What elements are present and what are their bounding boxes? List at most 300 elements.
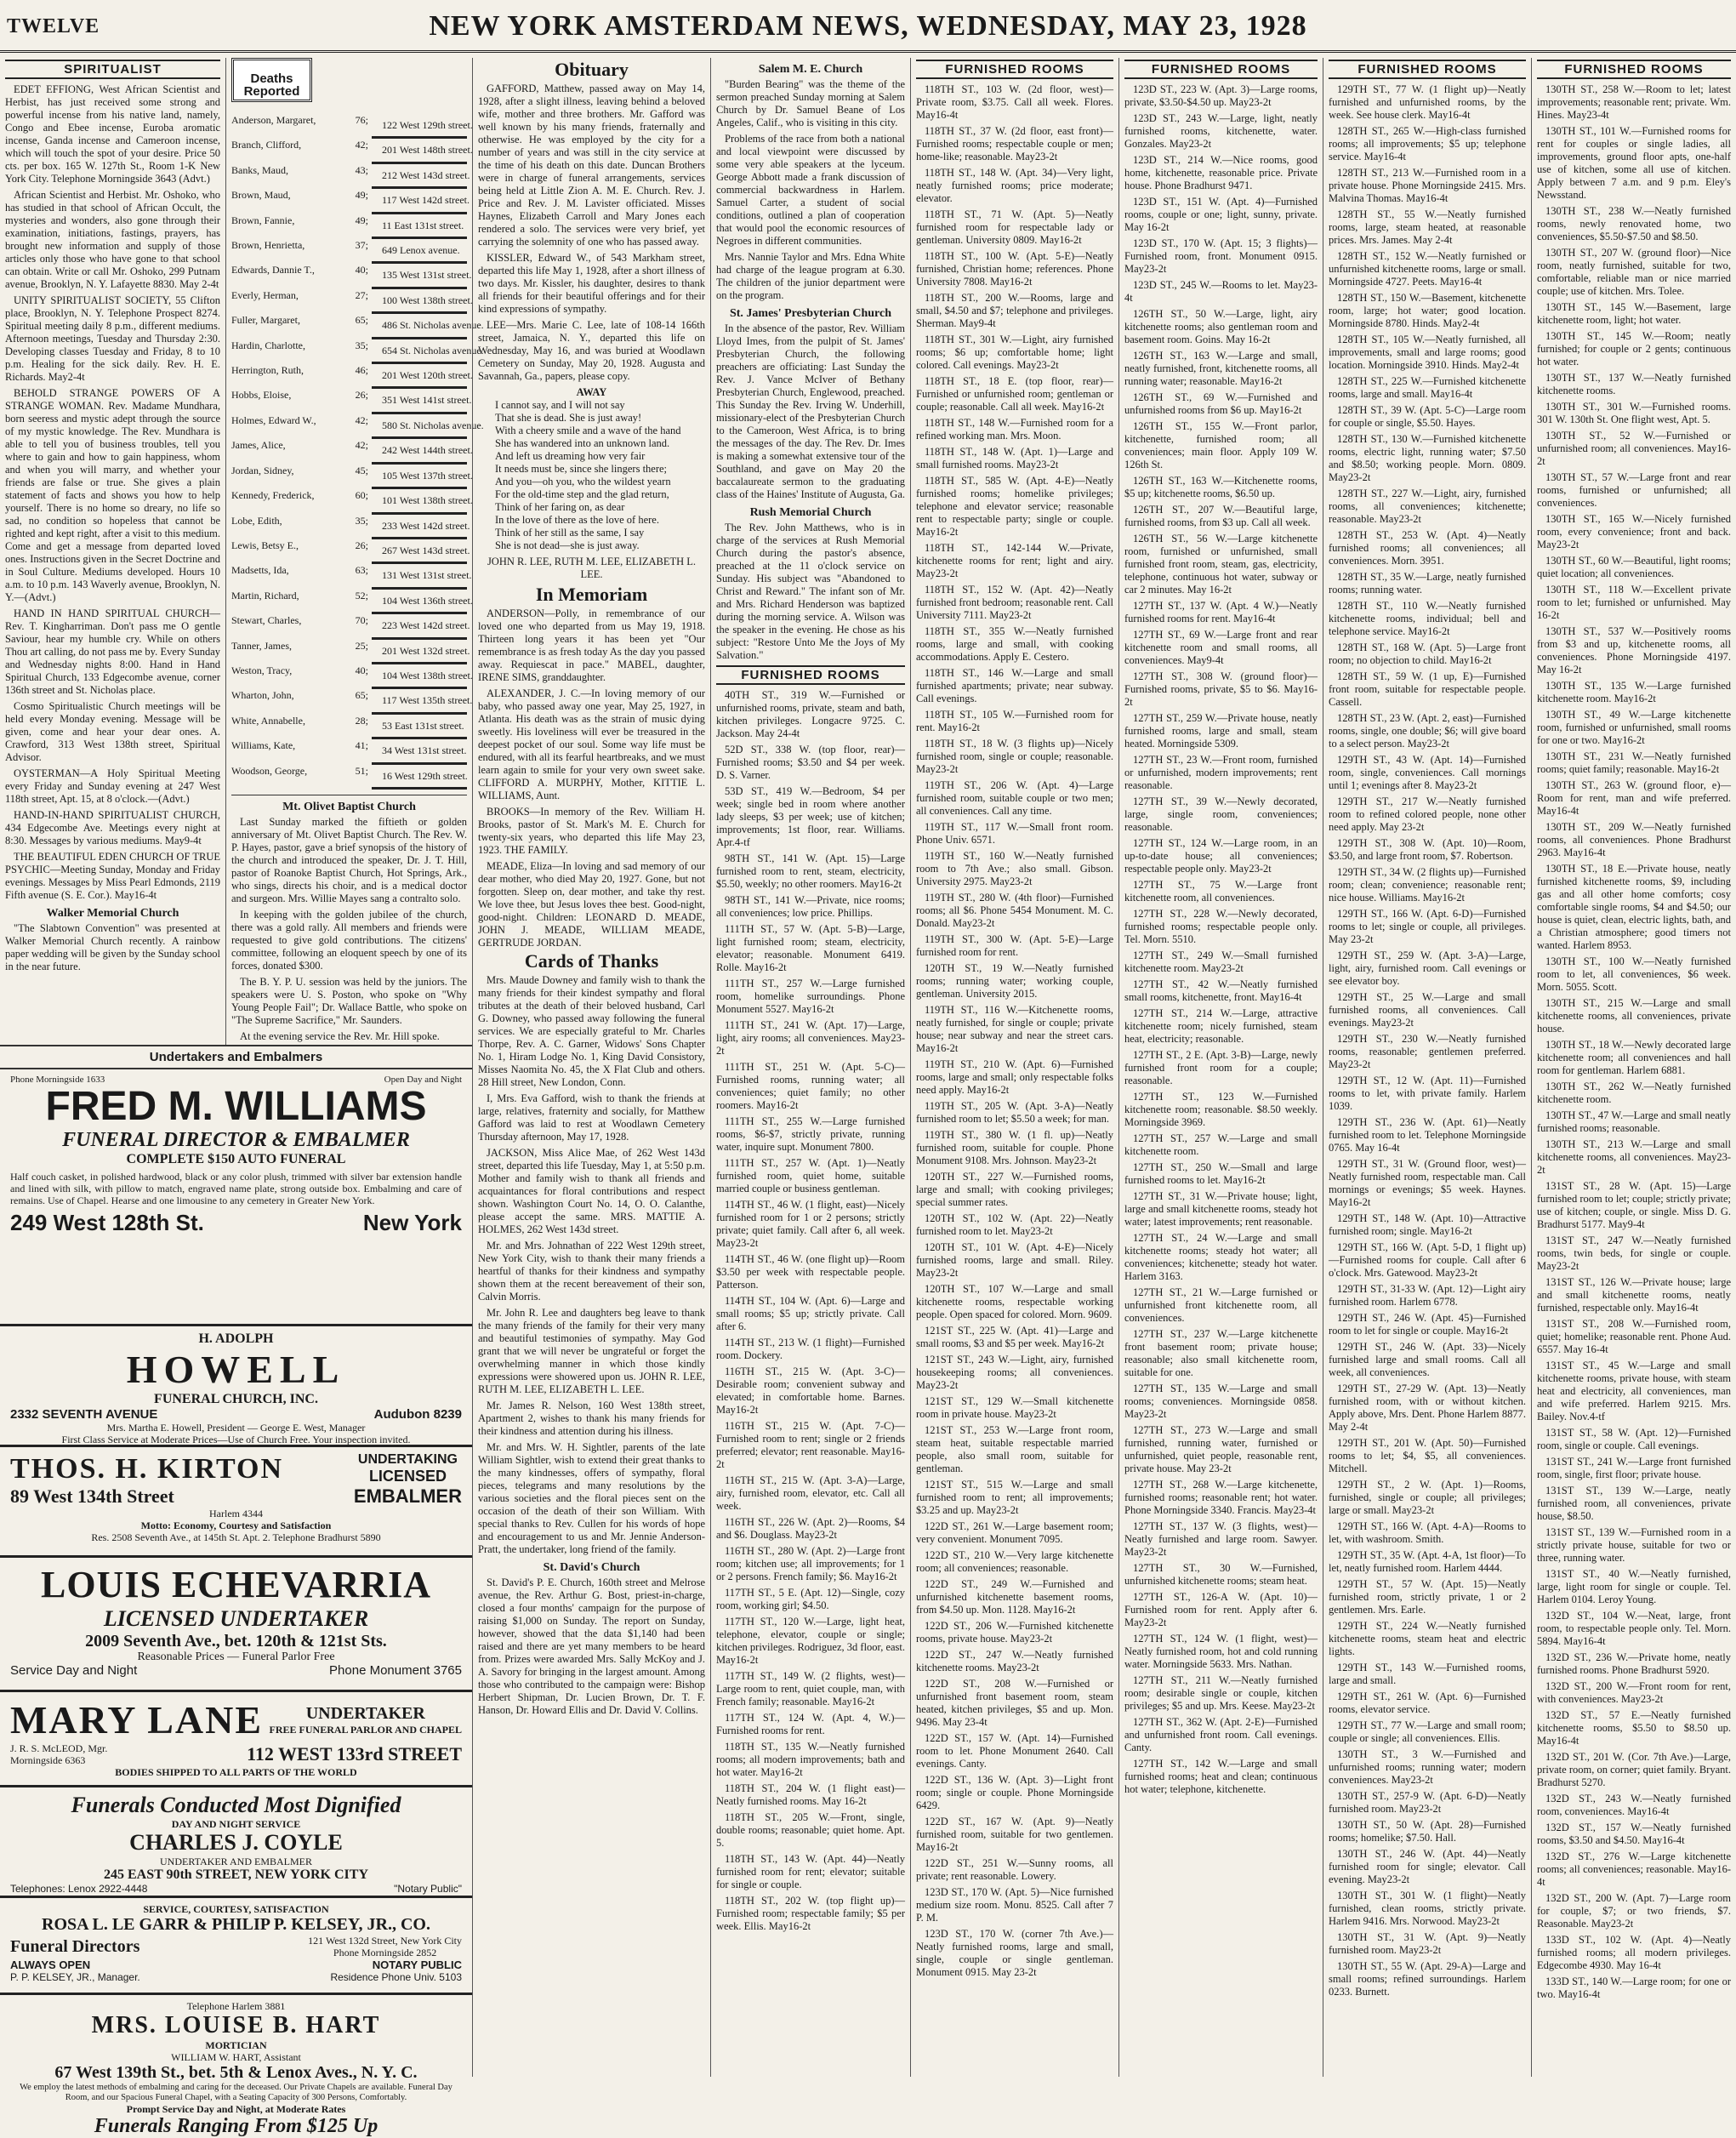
room-listing: 130TH ST., 207 W. (ground floor)—Nice room, neatly furnished, suitable for two, comfortable, reliable man or nice married couple; use of kitchen. Mrs. Tolee.	[1537, 247, 1731, 297]
death-name: Hobbs, Eloise,	[231, 389, 292, 402]
room-listing: 118TH ST., 105 W.—Furnished room for rent. May16-2t	[916, 709, 1113, 733]
room-listing: 130TH ST., 52 W.—Furnished or unfurnished room; all conveniences. May16-2t	[1537, 430, 1731, 467]
death-name: Anderson, Margaret,	[231, 114, 316, 126]
death-name: Herrington, Ruth,	[231, 364, 304, 377]
thanks-entry: Mrs. Maude Downey and family wish to thank the many friends for their kindest sympathy and floral tributes at the death of their beloved husband, Carl G. Downey, who passed away following the funeral services. We are especially grateful to Mr. Charles Thorpe, Rev. A. C. Garner, Widows' Sons Chapter No. 1, Hiram Lodge No. 1, King David Consistory, Misses Naomita No. 45, the X Flat Club and others. 28 Hill street, New London, Conn.	[478, 974, 705, 1088]
ad-body: Half couch casket, in polished hardwood, black or any color plush, trimmed with silver bar extension handle and lined with silk, with pillow to match, engraved name plate, strong outside box. Embalming and care of remains. Use of Chapel. Hearse and one limousine to any cemetery in Greater New York.	[10, 1171, 462, 1206]
room-listing: 52D ST., 338 W. (top floor, rear)—Furnished rooms; $3.50 and $4 per week. D. S. Varner.	[716, 744, 905, 781]
death-age: 28;	[355, 714, 368, 727]
room-listing: 122D ST., 208 W.—Furnished or unfurnished front basement room, steam heated, kitchen privileges, $5 and up. Mon. 9496. May 23-4t	[916, 1678, 1113, 1728]
room-listing: 130TH ST., 145 W.—Room; neatly furnished; for couple or 2 gents; continuous hot water.	[1537, 330, 1731, 368]
room-listing: 127TH ST., 268 W.—Large kitchenette, furnished rooms; reasonable rent; hot water. Phone Morningside 3340. Francis. May23-4t	[1124, 1479, 1318, 1516]
memoriam-entry: MEADE, Eliza—In loving and sad memory of our dear mother, who died May 20, 1927. Gone, but not forgotten. Sleep on, dear mother, and take thy rest. We love thee, but Jesus loves thee best. Good-night, good-night. Children: LEONARD D. MEADE, JOHN J. MEADE, WILLIAM MEADE, GERTRUDE JORDAN.	[478, 860, 705, 949]
death-name: Everly, Herman,	[231, 288, 299, 301]
poem-line: And you—oh you, who the wildest yearn	[495, 476, 671, 487]
room-listing: 131ST ST., 126 W.—Private house; large and small kitchenette rooms, neatly furnished, respectable only. May16-4t	[1537, 1276, 1731, 1314]
room-listing: 129TH ST., 34 W. (2 flights up)—Furnished room; clean; convenience; reasonable rent; nice house. Williams. May16-2t	[1329, 866, 1526, 904]
death-age: 26;	[355, 539, 368, 551]
room-listing: 130TH ST., 209 W.—Neatly furnished rooms, all conveniences. Phone Bradhurst 2963. May16-4t	[1537, 821, 1731, 858]
room-listing: 117TH ST., 5 E. (Apt. 12)—Single, cozy room, working girl; $4.50.	[716, 1587, 905, 1611]
ad-title: UNDERTAKER	[305, 1704, 425, 1723]
room-listing: 126TH ST., 56 W.—Large kitchenette room, furnished or unfurnished, small furnished front room, steam, gas, electricity, telephone, continuous hot water, subway or car 2 minutes. May 16-2t	[1124, 533, 1318, 596]
room-listing: 128TH ST., 225 W.—Furnished kitchenette rooms, large and small. May16-4t	[1329, 375, 1526, 400]
spiritualist-entry: African Scientist and Herbist. Mr. Oshoko, who has studied in that school of African Occult, the mysteries and wonders, also gone through their examination, initiations, fastings, prayers, has brought new information and supply of those articles only those who have gone to that school can obtain. Write or call Mr. Oshoko, 299 Putnam avenue, Brooklyn, N. Y. Lafayette 8830. May 2-4t	[5, 189, 220, 290]
poem-line: For the old-time step and the glad return,	[495, 488, 669, 500]
death-row	[231, 489, 473, 514]
room-listing: 127TH ST., 135 W.—Large and small rooms; conveniences. Morningside 0858. May23-2t	[1124, 1383, 1318, 1420]
ads-heading: Undertakers and Embalmers	[0, 1046, 472, 1069]
death-age: 26;	[355, 389, 368, 402]
death-name: Kennedy, Frederick,	[231, 489, 315, 502]
death-address: 486 St. Nicholas avenue.	[372, 314, 467, 339]
column-furnished-4	[1531, 58, 1736, 2077]
ad-note: First Class Service at Moderate Prices—Use of Church Free. Your inspection invited.	[61, 1434, 411, 1445]
room-listing: 130TH ST., 301 W.—Furnished rooms. 301 W. 130th St. One flight west, Apt. 5.	[1537, 401, 1731, 425]
room-listing: 111TH ST., 255 W.—Large furnished rooms, $6-$7, strictly private, running water, inquire supt. Monument 7800.	[716, 1115, 905, 1153]
death-row	[231, 114, 473, 139]
thanks-entry: I, Mrs. Eva Gafford, wish to thank the friends at large, relatives, fraternity and socially, for Matthew Gafford was laid to rest at Woodlawn Cemetery Thursday afternoon, May 17, 1928.	[478, 1092, 705, 1143]
death-row	[231, 364, 473, 389]
room-listing: 129TH ST., 31-33 W. (Apt. 12)—Light airy furnished room. Harlem 6778.	[1329, 1283, 1526, 1308]
room-listing: 127TH ST., 273 W.—Large and small furnished, running water, furnished or unfurnished, quiet people, reasonable rent, private house. May 23-2t	[1124, 1424, 1318, 1474]
room-listing: 130TH ST., 137 W.—Neatly furnished kitchenette rooms.	[1537, 372, 1731, 396]
furnished-rooms-heading: FURNISHED ROOMS	[716, 665, 905, 685]
ad-hours: ALWAYS OPEN	[10, 1958, 91, 1971]
death-age: 41;	[355, 739, 368, 752]
ad-louise-hart	[0, 1995, 472, 2137]
ad-line: EMBALMER	[353, 1485, 462, 1507]
page-number: TWELVE	[7, 15, 100, 37]
room-listing: 130TH ST., 57 W.—Large front and rear rooms, furnished or unfurnished; all conveniences.	[1537, 471, 1731, 509]
room-listing: 118TH ST., 152 W. (Apt. 42)—Neatly furnished front bedroom; reasonable rent. Call University 7111. May23-2t	[916, 584, 1113, 621]
obituary-entry: GAFFORD, Matthew, passed away on May 14, 1928, after a slight illness, leaving behind a beloved wife, mother and three brothers. Mr. Gafford was well known by his many friends, fraternally and otherwise. He was employed by the city for a number of years and was still in the city service at the time of his death on this date. Duncan Brothers were in charge of funeral arrangements, services being held at Little Zion A. M. E. Church. Rev. J. Price and Rev. J. M. Lavister officiated. Misses Haynes, Elizabeth Carroll and Mary Jones each rendered a solo. The services were very brief, yet carrying the solemnity of one who has passed away.	[478, 83, 705, 248]
room-listing: 127TH ST., 137 W. (Apt. 4 W.)—Neatly furnished rooms for rent. May16-4t	[1124, 600, 1318, 624]
death-address: 122 West 129th street.	[372, 114, 467, 139]
room-listing: 118TH ST., 148 W. (Apt. 34)—Very light, neatly furnished rooms; price moderate; elevator.	[916, 167, 1113, 204]
room-listing: 126TH ST., 50 W.—Large, light, airy kitchenette rooms; also gentleman room and basement room. Goins. May 16-2t	[1124, 308, 1318, 345]
room-listing: 123D ST., 170 W. (Apt. 15; 3 flights)—Furnished room, front. Monument 0915. May23-2t	[1124, 237, 1318, 275]
death-address: 104 West 136th street.	[372, 590, 467, 614]
death-row	[231, 214, 467, 239]
death-age: 45;	[355, 464, 368, 476]
room-listing: 130TH ST., 101 W.—Furnished rooms for rent for couples or single ladies, all improvements, ground floor apts, one-half use of kitchen, some all use of kitchen. Apply between 7 a.m. and 9 p.m. Eley's Newsstand.	[1537, 125, 1731, 201]
death-address: 100 West 138th street.	[372, 289, 467, 314]
spiritualist-entry: Cosmo Spiritualistic Church meetings will be held every Monday evening. Message will be given, come and hear your dear ones. A. Crawford, 313 West 138th street, Spiritual Advisor.	[5, 700, 220, 763]
room-listing: 111TH ST., 257 W.—Large furnished room, homelike surroundings. Phone Monument 5527. May16-2t	[716, 978, 905, 1015]
room-listing: 121ST ST., 129 W.—Small kitchenette room in private house. May23-2t	[916, 1395, 1113, 1420]
room-listing: 116TH ST., 215 W. (Apt. 3-C)—Desirable room; convenient subway and elevated; in comfortable home. Barnes. May16-2t	[716, 1365, 905, 1416]
room-listing: 128TH ST., 168 W. (Apt. 5)—Large front room; no objection to child. May16-2t	[1329, 641, 1526, 666]
section-heading-spiritualist: SPIRITUALIST	[5, 60, 220, 79]
room-listing: 128TH ST., 227 W.—Light, airy, furnished rooms, all conveniences; kitchenette; reasonable. May23-2t	[1329, 487, 1526, 525]
ad-motto: Motto: Economy, Courtesy and Satisfaction	[140, 1519, 332, 1531]
ad-hours: Open Day and Night	[384, 1075, 462, 1085]
poem-line: AWAY	[576, 386, 607, 398]
obituary-entry: LEE—Mrs. Marie C. Lee, late of 108-14 166th street, Jamaica, N. Y., departed this life on Wednesday, May 16, and was buried at Woodlawn Cemetery on Sunday, May 20, 1928. Augusta and Savannah, Ga., papers, please copy.	[478, 319, 705, 382]
salem-paragraph: Mrs. Nannie Taylor and Mrs. Edna White had charge of the league program at 6.30. The children of the junior department were on the program.	[716, 251, 905, 301]
ad-fred-williams	[0, 1069, 472, 1326]
death-row	[231, 389, 472, 413]
death-row	[231, 614, 470, 639]
death-name: Tanner, James,	[231, 639, 292, 652]
room-listing: 129TH ST., 25 W.—Large and small furnished rooms, all conveniences. Call evenings. May23-2t	[1329, 991, 1526, 1029]
room-listing: 122D ST., 261 W.—Large basement room; very convenient. Monument 7095.	[916, 1520, 1113, 1545]
room-listing: 132D ST., 157 W.—Neatly furnished rooms, $3.50 and $4.50. May16-4t	[1537, 1822, 1731, 1846]
room-listing: 120TH ST., 102 W. (Apt. 22)—Neatly furnished room to let. May23-2t	[916, 1212, 1113, 1237]
room-listing: 116TH ST., 215 W. (Apt. 3-A)—Large, airy, furnished room, elevator, etc. Call all week.	[716, 1474, 905, 1512]
room-listing: 130TH ST., 213 W.—Large and small kitchenette rooms, all conveniences. May23-2t	[1537, 1138, 1731, 1176]
poem-line: She has wandered into an unknown land.	[495, 437, 670, 449]
ad-title: LICENSED UNDERTAKER	[103, 1606, 369, 1631]
room-listing: 130TH ST., 50 W. (Apt. 28)—Furnished rooms; homelike; $7.50. Hall.	[1329, 1819, 1526, 1844]
furnished-rooms-heading: FURNISHED ROOMS	[1329, 60, 1526, 79]
room-listing: 119TH ST., 206 W. (Apt. 4)—Large furnished room, suitable couple or two men; all conveniences. Call any time.	[916, 779, 1113, 817]
room-listing: 118TH ST., 143 W. (Apt. 44)—Neatly furnished room for rent; elevator; suitable for single or couple.	[716, 1853, 905, 1890]
room-listing: 122D ST., 249 W.—Furnished and unfurnished kitchenette basement rooms, from $4.50 up. Mon. 1128. May16-2t	[916, 1578, 1113, 1616]
room-listing: 130TH ST., 18 W.—Newly decorated large kitchenette room; all conveniences and hall room for gentleman. Harlem 6881.	[1537, 1039, 1731, 1076]
ad-phone: Morningside 6363	[10, 1754, 86, 1766]
ad-notary: "Notary Public"	[394, 1883, 462, 1895]
death-name: Branch, Clifford,	[231, 139, 302, 151]
room-listing: 132D ST., 276 W.—Large kitchenette rooms; all conveniences; reasonable. May16-4t	[1537, 1850, 1731, 1888]
room-listing: 123D ST., 214 W.—Nice rooms, good home, kitchenette, reasonable price. Private house. Phone Bradhurst 9471.	[1124, 154, 1318, 191]
ad-subtitle: FUNERAL CHURCH, INC.	[154, 1392, 318, 1406]
room-listing: 123D ST., 170 W. (Apt. 5)—Nice furnished medium size room. Monu. 8525. Call after 7 P. M.	[916, 1886, 1113, 1924]
room-listing: 98TH ST., 141 W.—Private, nice rooms; all conveniences; low price. Phillips.	[716, 894, 905, 919]
room-listing: 130TH ST., 118 W.—Excellent private room to let; furnished or unfurnished. May 16-2t	[1537, 584, 1731, 621]
death-name: Brown, Maud,	[231, 189, 291, 202]
death-row	[231, 439, 473, 464]
death-name: Martin, Richard,	[231, 589, 299, 601]
room-listing: 130TH ST., 263 W. (ground floor, e)—Room for rent, man and wife preferred. May16-4t	[1537, 779, 1731, 817]
room-listing: 127TH ST., 124 W. (1 flight, west)—Neatly furnished room, hot and cold running water. Morningside 5633. Mrs. Nathan.	[1124, 1633, 1318, 1670]
death-age: 35;	[355, 339, 368, 351]
spiritualist-entry: THE BEAUTIFUL EDEN CHURCH OF TRUE PSYCHIC—Meeting Sunday, Monday and Friday evenings. Messages by Miss Pearl Edmonds, 2119 Fifth avenue (S. E. Cor.). May16-4t	[5, 851, 220, 901]
death-row	[231, 514, 470, 539]
death-age: 27;	[355, 288, 368, 301]
ad-address: 2332 SEVENTH AVENUE	[10, 1407, 158, 1422]
death-name: Brown, Fannie,	[231, 214, 295, 226]
poem-line: I cannot say, and I will not say	[495, 399, 625, 411]
davids-heading: St. David's Church	[543, 1561, 640, 1574]
death-address: 267 West 143d street.	[372, 539, 467, 564]
death-address: 233 West 142d street.	[372, 515, 467, 539]
room-listing: 118TH ST., 205 W.—Front, single, double rooms; reasonable; quiet home. Apt. 5.	[716, 1811, 905, 1849]
room-listing: 126TH ST., 163 W.—Kitchenette rooms, $5 up; kitchenette rooms, $6.50 up.	[1124, 475, 1318, 499]
ad-line: DAY AND NIGHT SERVICE	[171, 1818, 301, 1830]
ad-subtitle: UNDERTAKER AND EMBALMER	[160, 1856, 312, 1867]
ad-middle: Reasonable Prices — Funeral Parlor Free	[137, 1651, 335, 1663]
death-age: 52;	[355, 589, 368, 601]
room-listing: 131ST ST., 28 W. (Apt. 15)—Large furnished room to let; couple; strictly private; use of kitchen; couple, or single. Miss D. G. Bradhurst 5177. May9-4t	[1537, 1180, 1731, 1230]
room-listing: 130TH ST., 262 W.—Neatly furnished kitchenette room.	[1537, 1080, 1731, 1105]
column-obituary	[472, 58, 710, 2077]
room-listing: 127TH ST., 23 W.—Front room, furnished or unfurnished, modern improvements; rent reasonable.	[1124, 754, 1318, 791]
room-listing: 127TH ST., 21 W.—Large furnished or unfurnished front kitchenette room, all conveniences.	[1124, 1286, 1318, 1324]
room-listing: 126TH ST., 69 W.—Furnished and unfurnished rooms from $6 up. May16-2t	[1124, 391, 1318, 416]
room-listing: 114TH ST., 46 W. (1 flight, east)—Nicely furnished room for 1 or 2 persons; strictly private; quiet family. Call after 6, all week. May23-2t	[716, 1199, 905, 1249]
room-listing: 127TH ST., 228 W.—Newly decorated, furnished rooms; respectable people only. Tel. Morn. 5510.	[1124, 908, 1318, 945]
listing-column	[1329, 83, 1526, 1998]
room-listing: 131ST ST., 58 W. (Apt. 12)—Furnished room, single or couple. Call evenings.	[1537, 1427, 1731, 1451]
ad-line: Funerals Conducted Most Dignified	[71, 1793, 401, 1817]
ad-residence: Res. 2508 Seventh Ave., at 145th St. Apt. 2. Telephone Bradhurst 5890	[91, 1531, 381, 1543]
room-listing: 131ST ST., 241 W.—Large front furnished room, single, first floor; private house.	[1537, 1456, 1731, 1480]
room-listing: 127TH ST., 249 W.—Small furnished kitchenette room. May23-2t	[1124, 949, 1318, 974]
room-listing: 129TH ST., 308 W. (Apt. 10)—Room, $3.50, and large front room, $7. Robertson.	[1329, 837, 1526, 862]
death-address: 53 East 131st street.	[372, 715, 467, 739]
poem-line: She is not dead—she is just away.	[495, 539, 640, 551]
room-listing: 118TH ST., 37 W. (2d floor, east front)—Furnished rooms; respectable couple or men; home-like; reasonable. May23-2t	[916, 125, 1113, 162]
room-listing: 127TH ST., 69 W.—Large front and rear kitchenette room and small rooms, all conveniences. May9-4t	[1124, 629, 1318, 666]
room-listing: 123D ST., 245 W.—Rooms to let. May23-4t	[1124, 279, 1318, 304]
room-listing: 129TH ST., 77 W. (1 flight up)—Neatly furnished and unfurnished rooms, by the week. See house clerk. May16-4t	[1329, 83, 1526, 121]
room-listing: 132D ST., 200 W. (Apt. 7)—Large room for couple, $7; or two friends, $7. Reasonable. May23-2t	[1537, 1892, 1731, 1930]
room-listing: 129TH ST., 57 W. (Apt. 15)—Neatly furnished room, strictly private, 1 or 2 gentlemen. Mrs. Earle.	[1329, 1578, 1526, 1616]
ad-title: MORTICIAN	[205, 2039, 267, 2051]
death-row	[231, 715, 467, 739]
room-listing: 129TH ST., 217 W.—Neatly furnished room to refined colored people, none other need apply. May 23-2t	[1329, 795, 1526, 833]
room-listing: 132D ST., 104 W.—Neat, large, front room, to respectable people only. Tel. Morn. 5894. May16-4t	[1537, 1610, 1731, 1647]
salem-paragraph: Problems of the race from both a national and local viewpoint were discussed by some very able speakers at the lyceum. George Abbott made a frank discussion of commercial backwardness in Harlem. Samuel Carter, a student of social conditions, outlined a plan of cooperation that would pool the economic resources of Negroes in different communities.	[716, 133, 905, 247]
ad-address: 249 West 128th St.	[10, 1210, 204, 1235]
salem-paragraph: "Burden Bearing" was the theme of the sermon preached Sunday morning at Salem Church by Dr. Samuel Beane of Los Angeles, Calif., who is visiting in this city.	[716, 78, 905, 128]
ad-title: FUNERAL DIRECTOR & EMBALMER	[62, 1129, 410, 1151]
death-name: Woodson, George,	[231, 764, 308, 777]
death-name: Stewart, Charles,	[231, 614, 302, 627]
deaths-reported-box: Deaths Reported	[231, 58, 312, 102]
room-listing: 129TH ST., 259 W. (Apt. 3-A)—Large, light, airy, furnished room. Call evenings or see elevator boy.	[1329, 949, 1526, 987]
ad-phone: Phone Morningside 1633	[10, 1075, 105, 1085]
undertaker-ads	[0, 1045, 472, 2137]
room-listing: 122D ST., 210 W.—Very large kitchenette room; all conveniences; reasonable.	[916, 1549, 1113, 1574]
room-listing: 128TH ST., 39 W. (Apt. 5-C)—Large room for couple or single, $5.50. Hayes.	[1329, 404, 1526, 429]
room-listing: 130TH ST., 49 W.—Large kitchenette room, furnished or unfurnished, small rooms for one or two. May16-2t	[1537, 709, 1731, 746]
death-age: 42;	[355, 413, 368, 426]
ad-echevarria	[0, 1558, 472, 1692]
room-listing: 127TH ST., 75 W.—Large front kitchenette room, all conveniences.	[1124, 879, 1318, 904]
masthead	[0, 0, 1736, 53]
death-name: White, Annabelle,	[231, 714, 305, 727]
poem-line: Think of her still as the same, I say	[495, 527, 645, 539]
death-address: 104 West 138th street.	[372, 664, 467, 689]
room-listing: 118TH ST., 204 W. (1 flight east)—Neatly furnished rooms. May 16-2t	[716, 1782, 905, 1807]
ad-phone: Harlem 4344	[209, 1508, 263, 1519]
spiritualist-entry: OYSTERMAN—A Holy Spiritual Meeting every Friday and Sunday evening at 247 West 118th street, Apt. 15, at 8 o'clock.—(Advt.)	[5, 767, 220, 805]
listing-column	[1537, 83, 1731, 2001]
memoriam-entry: ANDERSON—Polly, in remembrance of our loved one who departed from us May 19, 1918. Thirteen long years it has been yet "Our remembrance is as fresh today As the day you passed away. Requiescat in pace." MABEL, daughter, IRENE SIMS, granddaughter.	[478, 607, 705, 683]
room-listing: 123D ST., 151 W. (Apt. 4)—Furnished rooms, couple or one; light, sunny, private. May 16-2t	[1124, 196, 1318, 233]
death-age: 35;	[355, 514, 368, 527]
death-address: 16 West 129th street.	[372, 765, 467, 790]
obituary-signatures: JOHN R. LEE, RUTH M. LEE, ELIZABETH L. LEE.	[487, 556, 697, 580]
room-listing: 127TH ST., 259 W.—Private house, neatly furnished rooms, large and small, steam heated. Morningside 5309.	[1124, 712, 1318, 750]
ad-phone: Audubon 8239	[373, 1407, 462, 1422]
room-listing: 127TH ST., 31 W.—Private house; light, large and small kitchenette rooms, steady hot water; latest improvements; rent reasonable.	[1124, 1190, 1318, 1228]
ad-address: 2009 Seventh Ave., bet. 120th & 121st Sts.	[85, 1632, 387, 1651]
room-listing: 132D ST., 200 W.—Front room for rent, with conveniences. May23-2t	[1537, 1680, 1731, 1705]
room-listing: 129TH ST., 261 W. (Apt. 6)—Furnished rooms, elevator service.	[1329, 1690, 1526, 1715]
room-listing: 130TH ST., 537 W.—Positively rooms from $3 and up, kitchenette rooms, all conveniences. Phone Morningside 4197. May 16-2t	[1537, 625, 1731, 676]
ad-name: MARY LANE	[10, 1698, 264, 1742]
ad-address: 112 WEST 133rd STREET	[247, 1743, 462, 1765]
listing-column	[1124, 83, 1318, 1796]
room-listing: 131ST ST., 40 W.—Neatly furnished, large, light room for single or couple. Tel. Harlem 0104. Leroy Young.	[1537, 1568, 1731, 1605]
memoriam-entry: BROOKS—In memory of the Rev. William H. Brooks, pastor of St. Mark's M. E. Church for twenty-six years, who departed this life May 23, 1923. THE FAMILY.	[478, 806, 705, 856]
death-name: Jordan, Sidney,	[231, 464, 294, 476]
death-row	[231, 564, 472, 589]
room-listing: 129TH ST., 35 W. (Apt. 4-A, 1st floor)—To let, neatly furnished room. Harlem 4444.	[1329, 1549, 1526, 1574]
thanks-entry: JACKSON, Miss Alice Mae, of 262 West 143d street, departed this life Tuesday, May 1, at 5:50 p.m. Mother and family wish to thank all friends and acquaintances for floral contributions and respect shown. Washington Court No. 14, O. O. Calanthe, please accept the same. MRS. MATTIE A. HOLMES, 262 West 143d street.	[478, 1147, 705, 1235]
ad-name: MRS. LOUISE B. HART	[91, 2012, 381, 2038]
ad-service: Service Day and Night	[10, 1663, 138, 1678]
death-row	[231, 163, 470, 189]
death-name: Weston, Tracy,	[231, 664, 293, 676]
death-address: 105 West 137th street.	[372, 465, 467, 489]
room-listing: 123D ST., 243 W.—Large, light, neatly furnished rooms, kitchenette, water. Gonzales. May23-2t	[1124, 112, 1318, 150]
death-age: 46;	[355, 364, 368, 377]
ad-coyle	[0, 1787, 472, 1898]
olivet-paragraph: In keeping with the golden jubilee of the church, there was a gold rally. All members and friends were requested to give gold contributions. The citizens' committee, following an eloquent speech by one of its forces, donated $300.	[231, 908, 467, 972]
room-listing: 128TH ST., 110 W.—Neatly furnished kitchenette rooms, individual; bell and telephone service. May16-2t	[1329, 600, 1526, 637]
death-age: 25;	[355, 639, 368, 652]
death-name: Fuller, Margaret,	[231, 314, 300, 327]
room-listing: 132D ST., 243 W.—Neatly furnished room, conveniences. May16-4t	[1537, 1793, 1731, 1817]
salem-heading: Salem M. E. Church	[758, 63, 863, 76]
death-address: 34 West 131st street.	[372, 739, 467, 764]
column-furnished-1	[910, 58, 1118, 2077]
room-listing: 128TH ST., 152 W.—Neatly furnished or unfurnished kitchenette rooms, large or small. Morningside 4727. Peets. May16-4t	[1329, 250, 1526, 288]
room-listing: 127TH ST., 30 W.—Furnished, unfurnished kitchenette rooms; steam heat.	[1124, 1562, 1318, 1587]
column-churches	[710, 58, 910, 2077]
james-text: In the absence of the pastor, Rev. William Lloyd Imes, from the pulpit of St. James' Presbyterian Church, the following preachers are officiating: Last Sunday the Rev. J. Vance McIver of Bethany Presbyterian Church, Englewood, preached. This Sunday the Rev. Irving W. Underhill, missionary-elect of the Presbyterian Church to the Cameroon, West Africa, is to bring the messages of the day. The Rev. Dr. Imes is making a somewhat extensive tour of the Southland, and gave on May 20 the baccalaureate sermon to the graduating class of the Haines' Institute of Augusta, Ga.	[716, 322, 905, 500]
memoriam-entry: ALEXANDER, J. C.—In loving memory of our baby, who passed away one year, May 25, 1927, in Atlanta. His death was as the strain of music dying sweetly. His loveliness will ever be treasured in the deepest pocket of our soul. Some way life must be endured, with all its fearful heartbreaks, and we must learn again to smile for your very own sweet sake. CLIFFORD A. MURPHY, Mother, KITTIE L. WILLIAMS, Aunt.	[478, 687, 705, 801]
room-listing: 130TH ST., 258 W.—Room to let; latest improvements; reasonable rent; private. Wm. Hines. May23-4t	[1537, 83, 1731, 121]
room-listing: 129TH ST., 77 W.—Large and small room; couple or single; all conveniences. Ellis.	[1329, 1719, 1526, 1744]
room-listing: 126TH ST., 163 W.—Large and small, neatly furnished, front, kitchenette rooms, all running water; reasonable. May16-2t	[1124, 350, 1318, 387]
death-row	[231, 539, 470, 564]
death-age: 49;	[355, 214, 368, 226]
room-listing: 129TH ST., 246 W. (Apt. 33)—Nicely furnished large and small rooms. Call all week, all conveniences.	[1329, 1341, 1526, 1378]
death-row	[231, 739, 467, 764]
memoriam-list	[478, 607, 705, 949]
room-listing: 129TH ST., 12 W. (Apt. 11)—Furnished rooms to let, with private family. Harlem 1039.	[1329, 1075, 1526, 1112]
ad-phone: Phone Monument 3765	[329, 1663, 462, 1678]
death-age: 65;	[355, 689, 368, 702]
room-listing: 128TH ST., 59 W. (1 up, E)—Furnished front room, suitable for respectable people. Cassell.	[1329, 670, 1526, 708]
poem-line: That she is dead. She is just away!	[495, 412, 642, 424]
room-listing: 128TH ST., 105 W.—Neatly furnished, all improvements, small and large rooms; good location. Morningside 3910. Hinds. May2-4t	[1329, 334, 1526, 371]
room-listing: 129TH ST., 148 W. (Apt. 10)—Attractive furnished room; single. May16-2t	[1329, 1212, 1526, 1237]
room-listing: 129TH ST., 166 W. (Apt. 6-D)—Furnished rooms to let; single or couple, all privileges. May 23-2t	[1329, 908, 1526, 945]
death-address: 242 West 144th street.	[372, 439, 467, 464]
ad-address: 121 West 132d Street, New York City	[308, 1935, 462, 1947]
room-listing: 118TH ST., 103 W. (2d floor, west)—Private room, $3.75. Call all week. Flores. May16-4t	[916, 83, 1113, 121]
room-listing: 132D ST., 57 E.—Neatly furnished kitchenette rooms, $5.50 to $8.50 up. May16-4t	[1537, 1709, 1731, 1747]
room-listing: 120TH ST., 227 W.—Furnished rooms, large and small; with cooking privileges; special summer rates.	[916, 1171, 1113, 1208]
room-listing: 127TH ST., 362 W. (Apt. 2-E)—Furnished and unfurnished front room. Call evenings. Canty.	[1124, 1716, 1318, 1753]
salem-text	[716, 78, 905, 302]
death-name: Lobe, Edith,	[231, 514, 282, 527]
room-listing: 127TH ST., 237 W.—Large kitchenette front basement room; private house; reasonable; also small kitchenette room, suitable for one.	[1124, 1328, 1318, 1378]
rush-text: The Rev. John Matthews, who is in charge of the services at Rush Memorial Church during the pastor's absence, preached at the 11 o'clock service on Sunday. His subject was "Abandoned to Christ and Reward." The infant son of Mr. and Mrs. Richard Henderson was baptized during the morning service. A. Wilson was the speaker in the evening. He chose as his subject: "Restore Unto Me the Joys of My Salvation."	[716, 522, 905, 661]
death-row	[231, 765, 467, 790]
room-listing: 127TH ST., 142 W.—Large and small furnished rooms; heat and clean; continuous hot water; telephone, kitchenette.	[1124, 1758, 1318, 1795]
death-row	[231, 288, 473, 314]
room-listing: 129TH ST., 236 W. (Apt. 61)—Neatly furnished room to let. Telephone Morningside 0765. May 16-4t	[1329, 1116, 1526, 1154]
room-listing: 118TH ST., 18 E. (top floor, rear)—Furnished or unfurnished room; gentleman or couple; reasonable. Call all week. May16-2t	[916, 375, 1113, 413]
death-address: 135 West 131st street.	[372, 264, 467, 288]
death-age: 42;	[355, 439, 368, 452]
ad-residence: Residence Phone Univ. 5103	[330, 1971, 462, 1983]
death-age: 51;	[355, 764, 368, 777]
room-listing: 117TH ST., 120 W.—Large, light heat, telephone, elevator, couple or single; kitchen privileges. Rodriguez, 3d floor, east. May16-2t	[716, 1616, 906, 1666]
listing-column	[916, 709, 1113, 1979]
room-listing: 129TH ST., 43 W. (Apt. 14)—Furnished room, single, conveniences. Call mornings until 1; evenings after 8. May23-2t	[1329, 754, 1526, 791]
olivet-paragraph: The B. Y. P. U. session was held by the juniors. The speakers were U. S. Poston, who spoke on "Why Young People Fail"; Dr. Wallace Battle, who spoke on "The Supreme Sacrifice," Mr. Saunders.	[231, 975, 467, 1026]
james-heading: St. James' Presbyterian Church	[729, 307, 892, 320]
ad-service: Prompt Service Day and Night, at Moderate Rates	[126, 2103, 346, 2115]
spiritualist-entry: EDET EFFIONG, West African Scientist and Herbist, has just received some strong and powerful incense from his native land, namely, Congo and Ebee incense, Euroba aromatic incense, Ganda incense and Cameroon incense, which will touch the spot of your desire. Price 50 cts. per box. 165 W. 127th St., Room 1-K New York City. Telephone Morningside 3643 (Advt.)	[5, 83, 220, 185]
column-furnished-3	[1323, 58, 1531, 2077]
death-name: Brown, Henrietta,	[231, 239, 305, 252]
room-listing: 118TH ST., 301 W.—Light, airy furnished rooms; $6 up; comfortable home; light colored. Call evenings. May23-2t	[916, 334, 1113, 371]
death-row	[231, 639, 470, 664]
room-listing: 131ST ST., 247 W.—Neatly furnished rooms, twin beds, for single or couple. May23-2t	[1537, 1234, 1731, 1272]
death-age: 40;	[355, 264, 368, 277]
room-listing: 127TH ST., 126-A W. (Apt. 10)—Furnished room for rent. Apply after 6. May23-2t	[1124, 1591, 1318, 1628]
death-row	[231, 664, 473, 689]
ad-name: FRED M. WILLIAMS	[45, 1084, 427, 1129]
room-listing: 114TH ST., 46 W. (one flight up)—Room $3.50 per week with respectable people. Patterson.	[716, 1253, 905, 1291]
death-row	[231, 589, 473, 614]
room-listing: 128TH ST., 130 W.—Furnished kitchenette rooms, electric light, running water; $7.50 and $8.50; working people. Morn. 0809. May23-2t	[1329, 433, 1526, 483]
ad-tagline: Funerals Ranging From $125 Up	[94, 2115, 379, 2137]
ad-subtitle: COMPLETE $150 AUTO FUNERAL	[126, 1152, 346, 1166]
spiritualist-entry: UNITY SPIRITUALIST SOCIETY, 55 Clifton place, Brooklyn, N. Y. Telephone Prospect 8274. Spiritual meeting daily 8 p.m., different mediums. Afternoon meetings, Tuesday and Thursday 2:30. Developing classes Tuesday and Friday, 8 to 10 p.m. Healing for the sick daily. Rev. H. E. Richards. May2-4t	[5, 294, 220, 383]
room-listing: 132D ST., 201 W. (Cor. 7th Ave.)—Large, private room, on corner; quiet family. Bryant. Bradhurst 5270.	[1537, 1751, 1731, 1788]
room-listing: 127TH ST., 42 W.—Neatly furnished small rooms, kitchenette, front. May16-4t	[1124, 978, 1318, 1003]
room-listing: 111TH ST., 251 W. (Apt. 5-C)—Furnished rooms, running water; all conveniences; quiet family; no other roomers. May16-2t	[716, 1061, 905, 1111]
death-address: 212 West 143d street.	[372, 164, 467, 189]
room-listing: 122D ST., 206 W.—Furnished kitchenette rooms, private house. May23-2t	[916, 1620, 1113, 1645]
room-listing: 122D ST., 247 W.—Neatly furnished kitchenette rooms. May23-2t	[916, 1649, 1113, 1673]
room-listing: 131ST ST., 45 W.—Large and small kitchenette rooms, private house, with steam heat and electricity, all conveniences, man and wife preferred. Harlem 9215. Mrs. Bailey. Nov.4-tf	[1537, 1360, 1731, 1422]
ad-mary-lane	[0, 1692, 472, 1787]
room-listing: 98TH ST., 141 W. (Apt. 15)—Large furnished room to rent, steam, electricity, $5.50, weekly; no other roomers. May16-2t	[716, 852, 905, 890]
room-listing: 130TH ST., 231 W.—Neatly furnished rooms; quiet family; reasonable. May16-2t	[1537, 750, 1731, 775]
room-listing: 116TH ST., 215 W. (Apt. 7-C)—Furnished room to rent; single or 2 friends preferred; elevator; rent reasonable. May16-2t	[716, 1420, 905, 1470]
room-listing: 114TH ST., 213 W. (1 flight)—Furnished room. Dockery.	[716, 1337, 905, 1361]
room-listing: 119TH ST., 116 W.—Kitchenette rooms, neatly furnished, for single or couple; private house; near subway and near the street cars. May16-2t	[916, 1004, 1113, 1054]
room-listing: 129TH ST., 166 W. (Apt. 5-D, 1 flight up)—Furnished rooms for couple. Call after 6 o'clock. Mrs. Gatewood. May23-2t	[1329, 1241, 1526, 1279]
newspaper-title: NEW YORK AMSTERDAM NEWS, WEDNESDAY, MAY 23, 1928	[429, 10, 1307, 42]
room-listing: 130TH ST., 31 W. (Apt. 9)—Neatly furnished room. May23-2t	[1329, 1931, 1526, 1956]
obituary-list	[478, 83, 705, 383]
death-address: 117 West 135th street.	[372, 689, 467, 714]
room-listing: 130TH ST., 3 W.—Furnished and unfurnished rooms; running water; modern conveniences. May23-2t	[1329, 1748, 1526, 1786]
ad-phone: Telephone Harlem 3881	[186, 2000, 286, 2012]
spiritualist-entry: BEHOLD STRANGE POWERS OF A STRANGE WOMAN. Rev. Madame Mundhara, born seeress and mystic adept through the source of my mystic knowledge. The Rev. Mundhara is able to tell you of business troubles, tell you where to gain and how to gain happiness, whom and when you will marry, and whether your friends are false or true. She gives a plain statement of facts and shows you how to help yourself. There is no home so dreary, no life so sad, no condition so hopeless that cannot be righted and kept right, after a visit to this medium. Come and get a message from departed loved ones. Instructions given in the Secret Doctrine and in Soul Culture. Mediums developed. Hours 10 a.m. to 10 p.m. 143 Waverly avenue, Brooklyn, N. Y.—(Advt.)	[5, 387, 220, 603]
room-listing: 122D ST., 136 W. (Apt. 3)—Light front room; single or couple. Phone Morningside 6429.	[916, 1774, 1113, 1811]
room-listing: 130TH ST., 165 W.—Nicely furnished room, every convenience; front and back. May23-2t	[1537, 513, 1731, 550]
thanks-entry: Mr. and Mrs. Johnathan of 222 West 129th street, New York City, wish to thank their many friends a heartful of thanks for their kindness and sympathy shown them at the recent bereavement of their son, Calvin Morris.	[478, 1240, 705, 1303]
death-address: 117 West 142d street.	[372, 189, 467, 214]
room-listing: 130TH ST., 18 E.—Private house, neatly furnished kitchenette rooms, $9, including gas and all other home comforts; cosy comfortable single rooms, $4 and $4.50; our house is quiet, clean, electric lights, bath, and a Christian atmosphere; good timers not wanted. Harlem 8953.	[1537, 863, 1731, 951]
death-age: 63;	[355, 564, 368, 577]
room-listing: 121ST ST., 515 W.—Large and small furnished room to rent; all improvements; $3.25 and up. May23-2t	[916, 1479, 1113, 1516]
memoriam-heading: In Memoriam	[535, 584, 648, 605]
